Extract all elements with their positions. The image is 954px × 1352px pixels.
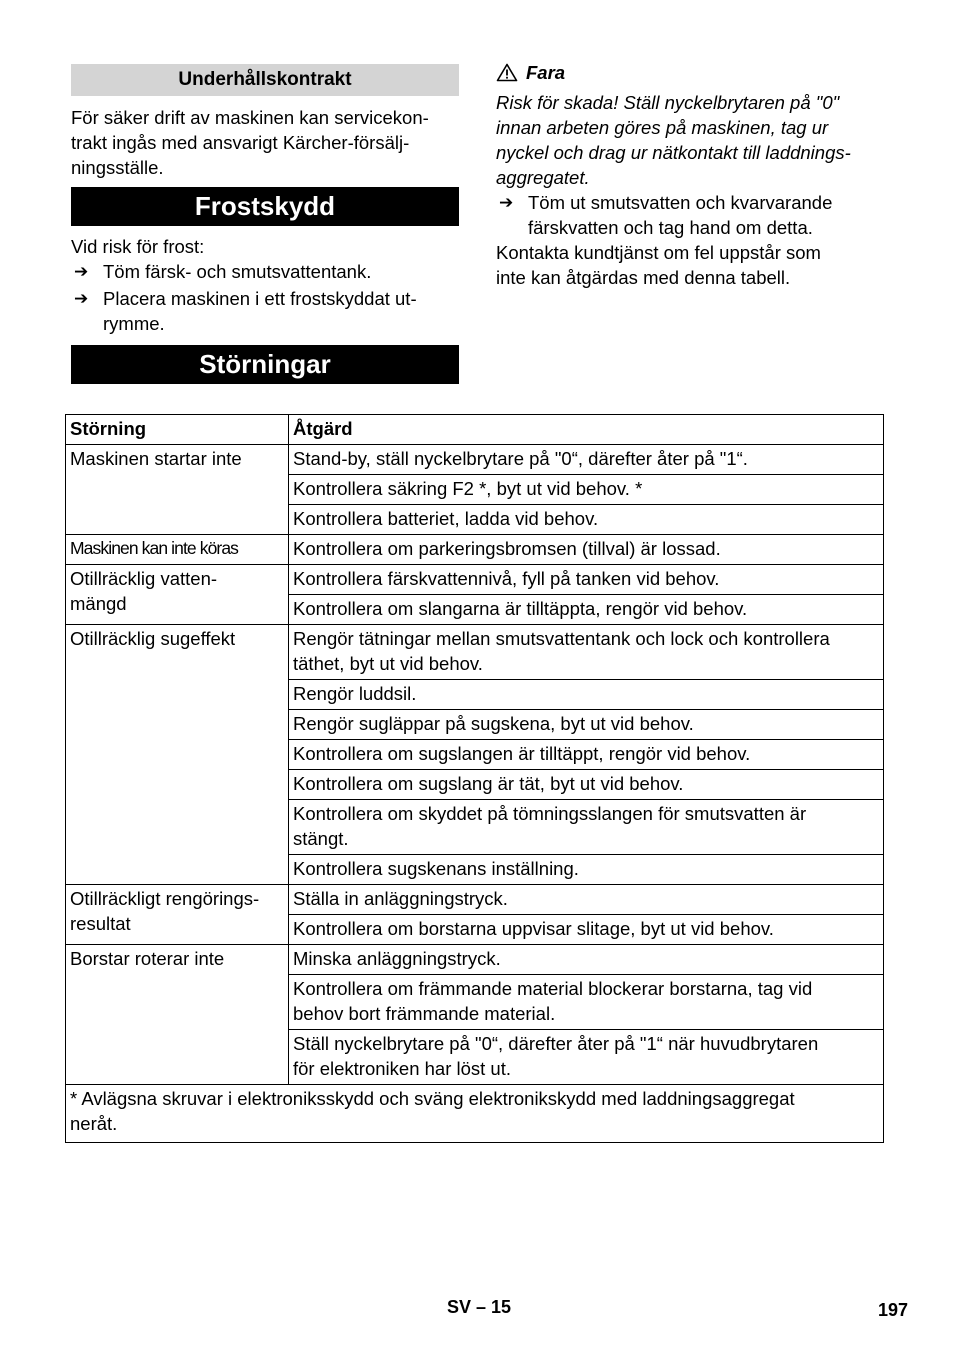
fault-cell: Otillräcklig sugeffekt (66, 625, 289, 885)
table-row (66, 445, 884, 475)
fault-cell: Otillräckligt rengörings- resultat (66, 885, 289, 945)
action-cell: Rengör tätningar mellan smutsvattentank och lock och kontrollera täthet, byt ut vid behov. (289, 625, 884, 680)
fault-cell: Maskinen kan inte köras (66, 535, 289, 565)
action-cell: Kontrollera om skyddet på tömningsslangen för smutsvatten är stängt. (289, 800, 884, 855)
frost-intro: Vid risk för frost: (71, 236, 205, 257)
action-cell: Rengör luddsil. (289, 680, 884, 710)
table-row (66, 945, 884, 975)
maintenance-text: För säker drift av maskinen kan servicekon- trakt ingås med ansvarigt Kärcher-försälj- ningsställe. (71, 107, 429, 178)
action-cell: Ställ nyckelbrytare på "0“, därefter åter på "1“ när huvudbrytaren för elektroniken har löst ut. (289, 1030, 884, 1085)
arrow-right-icon: ➔ (74, 262, 89, 281)
contact-text: Kontakta kundtjänst om fel uppstår som inte kan åtgärdas med denna tabell. (496, 242, 821, 288)
page-number: 197 (878, 1300, 909, 1320)
maintenance-heading: Underhållskontrakt (71, 64, 459, 96)
faults-table (65, 414, 884, 1143)
table-row (66, 565, 884, 595)
danger-title (496, 60, 888, 85)
action-cell: Kontrollera om främmande material blockerar borstarna, tag vid behov bort främmande material. (289, 975, 884, 1030)
action-cell: Minska anläggningstryck. (289, 945, 884, 975)
action-cell: Stand-by, ställ nyckelbrytare på "0“, därefter åter på "1“. (289, 445, 884, 475)
table-row (66, 625, 884, 680)
action-cell: Ställa in anläggningstryck. (289, 885, 884, 915)
danger-text: Risk för skada! Ställ nyckelbrytaren på "0" innan arbeten göres på maskinen, tag ur nyckel och drag ur nätkontakt till laddnings- aggregatet. (496, 92, 851, 188)
arrow-right-icon: ➔ (74, 289, 89, 308)
action-cell: Kontrollera säkring F2 *, byt ut vid behov. * (289, 475, 884, 505)
action-cell: Kontrollera om parkeringsbromsen (tillval) är lossad. (289, 535, 884, 565)
footnote-row (66, 1085, 884, 1143)
action-cell: Kontrollera om slangarna är tilltäppta, rengör vid behov. (289, 595, 884, 625)
action-cell: Kontrollera om borstarna uppvisar slitage, byt ut vid behov. (289, 915, 884, 945)
drain-step: ➔ Töm ut smutsvatten och kvarvarande färskvatten och tag hand om detta. (499, 192, 833, 238)
fault-cell: Otillräcklig vatten- mängd (66, 565, 289, 625)
action-cell: Kontrollera om sugslangen är tilltäppt, rengör vid behov. (289, 740, 884, 770)
section-label: SV – 15 (447, 1297, 512, 1317)
danger-label: Fara (526, 62, 566, 83)
arrow-right-icon: ➔ (499, 193, 514, 212)
action-cell: Kontrollera färskvattennivå, fyll på tanken vid behov. (289, 565, 884, 595)
action-cell: Kontrollera om sugslang är tät, byt ut vid behov. (289, 770, 884, 800)
header-action: Åtgärd (289, 415, 884, 445)
table-row (66, 885, 884, 915)
right-column (496, 60, 888, 290)
header-fault: Störning (66, 415, 289, 445)
action-cell: Kontrollera sugskenans inställning. (289, 855, 884, 885)
frost-step-1: ➔ Töm färsk- och smutsvattentank. (74, 261, 372, 282)
table-header-row (66, 415, 884, 445)
fault-cell: Maskinen startar inte (66, 445, 289, 535)
frost-step-2: ➔ Placera maskinen i ett frostskyddat ut- rymme. (74, 288, 417, 334)
action-cell: Kontrollera batteriet, ladda vid behov. (289, 505, 884, 535)
warning-triangle-icon (496, 63, 518, 82)
action-cell: Rengör sugläppar på sugskena, byt ut vid behov. (289, 710, 884, 740)
left-column (71, 64, 459, 384)
table-row (66, 535, 884, 565)
fault-cell: Borstar roterar inte (66, 945, 289, 1085)
footnote-cell: * Avlägsna skruvar i elektroniksskydd och sväng elektronikskydd med laddningsaggregat neråt. (66, 1085, 884, 1143)
faults-heading: Störningar (71, 345, 459, 384)
frost-heading: Frostskydd (71, 187, 459, 226)
